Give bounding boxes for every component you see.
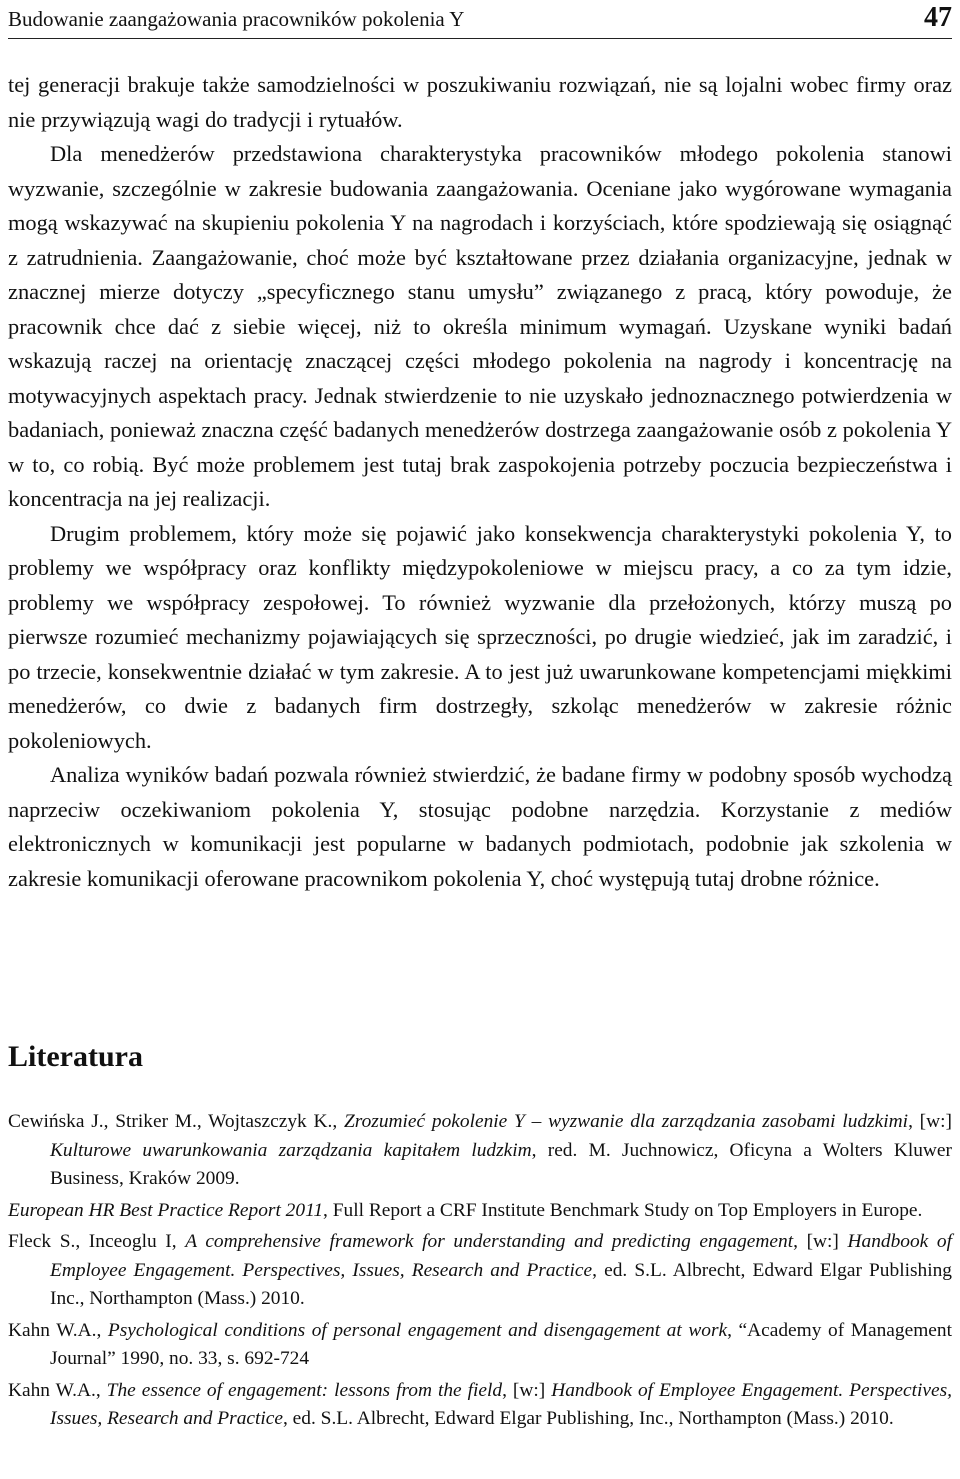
ref-mid: , “Academy of Management Journal” 1990, no. 33, s. 692-724	[50, 1319, 952, 1369]
ref-title: Psychological conditions of personal engagement and disengagement at work	[107, 1319, 728, 1341]
reference-item	[8, 1228, 952, 1314]
literature-heading: Literatura	[8, 1040, 143, 1073]
paragraph: Drugim problemem, który może się pojawić jako konsekwencja charakterystyki pokolenia Y, to problemy we współpracy oraz konflikty międzypokoleniowe w miejscu pracy, a co za tym idzie, problemy we współpracy zespołowej. To również wyzwanie dla przełożonych, którzy muszą po pierwsze rozumieć mechanizmy pojawiających się sprzeczności, po drugie wiedzieć, jak im zaradzić, i po trzecie, konsekwentnie działać w tym zakresie. A to jest już uwarunkowane kompetencjami miękkimi menedżerów, co dwie z badanych firm dostrzegły, szkoląc menedżerów w zakresie różnic pokoleniowych.	[8, 520, 952, 753]
ref-mid: , [w:]	[502, 1379, 552, 1401]
ref-title: The essence of engagement: lessons from the field	[106, 1379, 503, 1401]
reference-item	[8, 1108, 952, 1194]
ref-source: Handbook of Employee Engagement. Perspectives, Issues, Research and Practice	[50, 1231, 952, 1281]
ref-mid: , [w:]	[793, 1231, 848, 1252]
reference-item	[8, 1197, 952, 1226]
paragraph: Analiza wyników badań pozwala również stwierdzić, że badane firmy w podobny sposób wychodzą naprzeciw oczekiwaniom pokolenia Y, stosując podobne narzędzia. Korzystanie z mediów elektronicznych w komunikacji jest popularne w badanych podmiotach, podobnie jak szkolenia w zakresie komunikacji oferowane pracownikom pokolenia Y, choć występują tutaj drobne różnice.	[8, 762, 952, 891]
ref-source: Kulturowe uwarunkowania zarządzania kapitałem ludzkim	[50, 1139, 532, 1161]
ref-authors: Kahn W.A.,	[8, 1319, 108, 1341]
paragraph: Dla menedżerów przedstawiona charakterystyka pracowników młodego pokolenia stanowi wyzwanie, szczególnie w zakresie budowania zaangażowania. Oceniane jako wygórowane wymagania mogą wskazywać na skupieniu pokolenia Y na nagrodach i korzyściach, które spodziewają się osiągnąć z zatrudnienia. Zaangażowanie, choć może być kształtowane przez działania organizacyjne, jednak w znacznej mierze dotyczy „specyficznego stanu umysłu” związanego z pracą, który powoduje, że pracownik chce dać z siebie więcej, niż to określa minimum wymagań. Uzyskane wyniki badań wskazują raczej na orientację znaczącej części młodego pokolenia na nagrody i koncentrację na motywacyjnych aspektach pracy. Jednak stwierdzenie to nie uzyskało jednoznacznego potwierdzenia w badaniach, ponieważ znaczna część badanych menedżerów dostrzega zaangażowanie osób z pokolenia Y w to, co robią. Być może problemem jest tutaj brak zaspokojenia potrzeby poczucia bezpieczeństwa i koncentracja na jej realizacji.	[8, 141, 952, 511]
ref-title: Zrozumieć pokolenie Y – wyzwanie dla zarządzania zasobami ludzkimi	[343, 1111, 909, 1132]
ref-rest: , ed. S.L. Albrecht, Edward Elgar Publishing Inc., Northampton (Mass.) 2010.	[50, 1259, 952, 1309]
ref-mid: , [w:]	[908, 1111, 952, 1132]
ref-title: European HR Best Practice Report 2011	[8, 1199, 324, 1221]
reference-list	[8, 1108, 952, 1437]
ref-rest: , ed. S.L. Albrecht, Edward Elgar Publishing, Inc., Northampton (Mass.) 2010.	[282, 1408, 894, 1429]
page-number: 47	[924, 2, 952, 33]
body-text	[8, 68, 952, 896]
running-title: Budowanie zaangażowania pracowników pokolenia Y	[8, 7, 465, 31]
reference-item	[8, 1377, 952, 1434]
ref-source: Handbook of Employee Engagement. Perspectives, Issues, Research and Practice	[50, 1379, 953, 1429]
ref-mid: , Full Report a CRF Institute Benchmark Study on Top Employers in Europe.	[323, 1199, 923, 1221]
ref-authors: Cewińska J., Striker M., Wojtaszczyk K.,	[8, 1111, 344, 1132]
ref-rest: , red. M. Juchnowicz, Oficyna a Wolters Kluwer Business, Kraków 2009.	[50, 1139, 952, 1189]
running-header	[8, 0, 952, 39]
ref-title: A comprehensive framework for understanding and predicting engagement	[185, 1231, 794, 1252]
reference-item	[8, 1317, 952, 1374]
paragraph: tej generacji brakuje także samodzielności w poszukiwaniu rozwiązań, nie są lojalni wobec firmy oraz nie przywiązują wagi do tradycji i rytuałów.	[8, 72, 952, 132]
ref-authors: Fleck S., Inceoglu I,	[8, 1231, 186, 1252]
ref-authors: Kahn W.A.,	[8, 1379, 107, 1401]
